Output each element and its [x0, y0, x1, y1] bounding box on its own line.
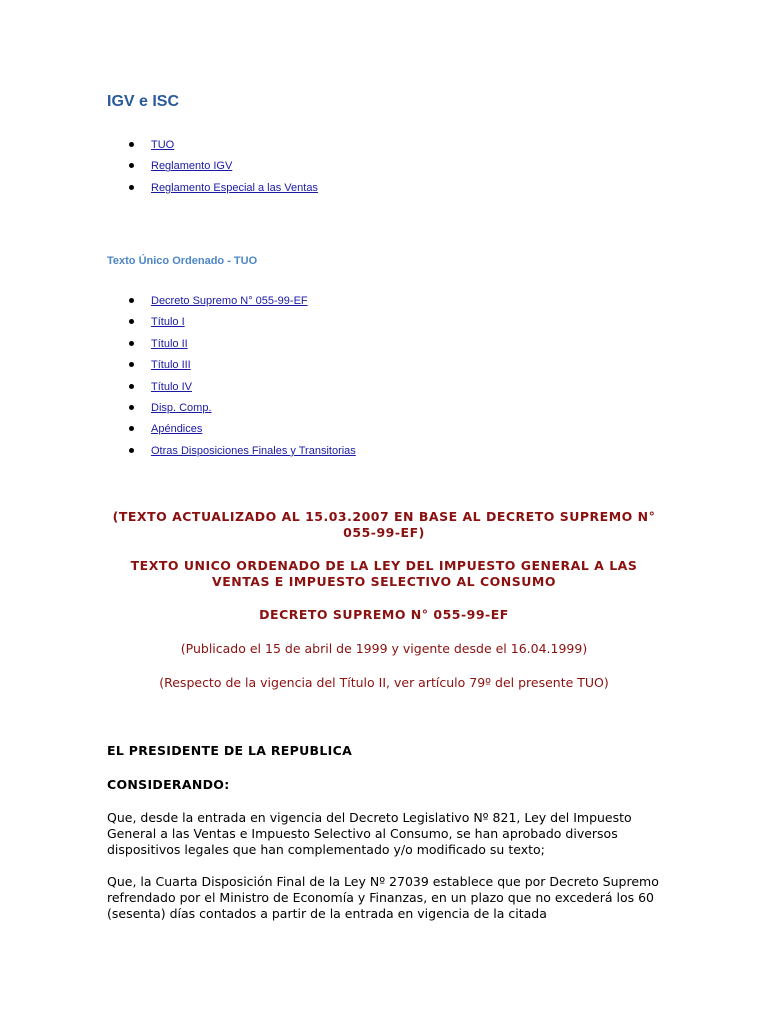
link-reglamento-especial[interactable]: Reglamento Especial a las Ventas	[151, 181, 318, 194]
publication-note: (Publicado el 15 de abril de 1999 y vigente desde el 16.04.1999)	[180, 641, 588, 656]
section-title: Texto Único Ordenado - TUO	[107, 255, 258, 267]
law-title: TEXTO UNICO ORDENADO DE LA LEY DEL IMPUESTO GENERAL A LAS VENTAS E IMPUESTO SELECTIVO AL CONSUMO	[130, 558, 638, 589]
top-link-list	[107, 138, 318, 202]
link-titulo-iii[interactable]: Título III	[151, 359, 191, 372]
link-tuo[interactable]: TUO	[151, 139, 175, 151]
list-item	[107, 358, 356, 379]
list-item	[107, 315, 356, 336]
list-item	[107, 444, 356, 465]
paragraph: Que, desde la entrada en vigencia del Decreto Legislativo Nº 821, Ley del Impuesto General a las Ventas e Impuesto Selectivo al Consumo, se han aprobado diversos dispositivos legales que han complementado y/o modificado su texto;	[107, 810, 632, 857]
link-titulo-iv[interactable]: Título IV	[151, 380, 192, 393]
list-item	[107, 380, 356, 401]
paragraph: Que, la Cuarta Disposición Final de la Ley Nº 27039 establece que por Decreto Supremo refrendado por el Ministro de Economía y Finanzas, en un plazo que no excederá los 60 (sesenta) días contados a partir de la entrada en vigencia de la citada	[107, 874, 659, 921]
list-item	[107, 159, 318, 180]
list-item	[107, 422, 356, 443]
link-titulo-i[interactable]: Título I	[151, 316, 185, 329]
link-titulo-ii[interactable]: Título II	[151, 337, 188, 350]
decree-heading: DECRETO SUPREMO N° 055-99-EF	[259, 607, 509, 622]
link-otras-disposiciones[interactable]: Otras Disposiciones Finales y Transitorias	[151, 444, 356, 457]
tuo-link-list	[107, 294, 356, 465]
link-reglamento-igv[interactable]: Reglamento IGV	[151, 160, 233, 173]
update-notice: (TEXTO ACTUALIZADO AL 15.03.2007 EN BASE AL DECRETO SUPREMO N° 055-99-EF)	[112, 509, 656, 540]
list-item	[107, 337, 356, 358]
link-decreto-supremo[interactable]: Decreto Supremo N° 055-99-EF	[151, 295, 308, 307]
link-disp-comp[interactable]: Disp. Comp.	[151, 401, 212, 414]
list-item	[107, 294, 356, 315]
validity-note: (Respecto de la vigencia del Título II, ver artículo 79º del presente TUO)	[159, 675, 609, 690]
president-heading: EL PRESIDENTE DE LA REPUBLICA	[107, 743, 353, 758]
considering-heading: CONSIDERANDO:	[107, 777, 230, 792]
link-apendices[interactable]: Apéndices	[151, 423, 203, 436]
page-title: IGV e ISC	[107, 93, 180, 110]
list-item	[107, 401, 356, 422]
list-item	[107, 181, 318, 202]
list-item	[107, 138, 318, 159]
